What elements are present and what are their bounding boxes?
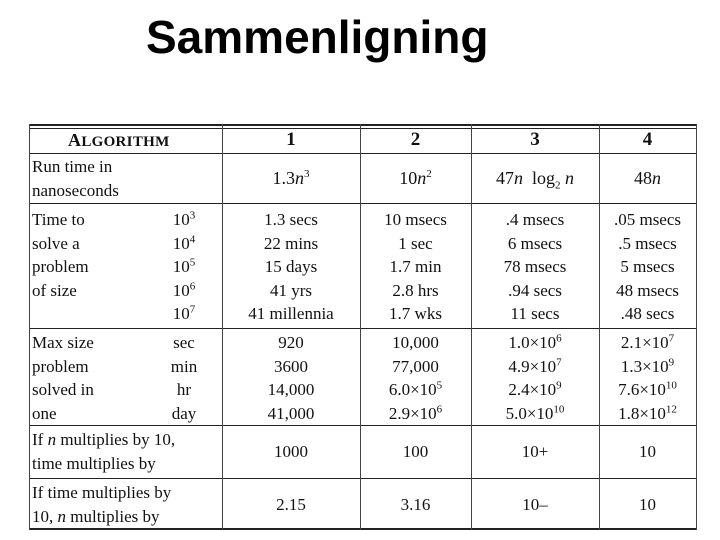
runtime-alg-3-coef: 47 bbox=[495, 168, 514, 188]
table-cell bbox=[599, 402, 696, 426]
sci-times: × bbox=[410, 380, 420, 399]
time-to-solve-alg-3 bbox=[471, 208, 599, 326]
runtime-alg-3-arg: n bbox=[565, 168, 574, 188]
time-to-solve-label-line-3: problem bbox=[32, 257, 89, 276]
sci-times: × bbox=[526, 403, 537, 423]
runtime-alg-1-exp: 3 bbox=[304, 168, 310, 180]
sci-times: × bbox=[642, 356, 652, 376]
table-cell bbox=[599, 378, 696, 402]
runtime-alg-1-var: n bbox=[295, 168, 304, 188]
label-var: n bbox=[47, 430, 57, 449]
time-unit: min bbox=[170, 356, 198, 376]
runtime-alg-1-coef: 1.3 bbox=[272, 168, 295, 188]
sci-exp: 10 bbox=[665, 379, 677, 392]
sci-ten: 10 bbox=[419, 380, 437, 399]
table-cell: .94 secs bbox=[508, 280, 562, 300]
sci-times: × bbox=[642, 333, 652, 352]
sci-ten: 10 bbox=[648, 380, 666, 399]
label-text: 10, bbox=[32, 506, 58, 526]
table-cell: 41 millennia bbox=[248, 304, 334, 323]
sci-mantissa: 1.0 bbox=[508, 333, 530, 352]
runtime-alg-3-base: 2 bbox=[555, 179, 561, 192]
runtime-alg-3-var: n bbox=[513, 168, 523, 188]
header-col-4: 4 bbox=[642, 129, 653, 150]
page-title: Sammenligning bbox=[146, 11, 489, 63]
time-to-solve-label bbox=[32, 208, 152, 302]
runtime-alg-2-coef: 10 bbox=[399, 168, 418, 188]
sci-ten: 10 bbox=[651, 333, 669, 352]
sci-mantissa: 2.9 bbox=[388, 403, 411, 423]
max-size-label-line-1: Max size bbox=[32, 333, 94, 352]
col-line-f bbox=[696, 124, 697, 530]
table-cell: 41 yrs bbox=[269, 280, 313, 300]
time-to-solve-label-line-2: solve a bbox=[32, 233, 80, 253]
problem-size bbox=[148, 279, 220, 303]
label-text: multiplies by 10, bbox=[56, 430, 176, 449]
runtime-alg-2 bbox=[360, 167, 471, 191]
problem-size-base: 10 bbox=[172, 233, 190, 253]
table-cell: .05 msecs bbox=[613, 210, 682, 229]
runtime-alg-1 bbox=[222, 167, 360, 191]
sci-times: × bbox=[639, 403, 649, 423]
n-multiplies-alg-3: 10+ bbox=[521, 442, 549, 461]
table-cell: 14,000 bbox=[267, 380, 315, 399]
time-unit: hr bbox=[176, 380, 192, 399]
label-var: n bbox=[57, 506, 66, 526]
table-top-rule bbox=[30, 124, 697, 126]
table-cell: 22 mins bbox=[263, 233, 319, 253]
table-bottom-rule bbox=[30, 528, 697, 530]
problem-size bbox=[148, 208, 220, 232]
problem-size-base: 10 bbox=[172, 280, 190, 300]
sci-mantissa: 2.4 bbox=[508, 380, 530, 399]
sci-exp: 10 bbox=[553, 402, 565, 415]
problem-size-base: 10 bbox=[172, 210, 190, 229]
problem-size bbox=[148, 255, 220, 279]
n-multiplies-alg-2: 100 bbox=[402, 442, 429, 461]
table-cell: 41,000 bbox=[267, 403, 315, 423]
table-cell: .5 msecs bbox=[618, 233, 677, 253]
sci-times: × bbox=[410, 403, 420, 423]
table-cell: 15 days bbox=[264, 257, 318, 276]
n-multiplies-label-line-1 bbox=[32, 428, 222, 452]
sci-exp: 9 bbox=[556, 379, 562, 392]
sci-exp: 6 bbox=[556, 332, 562, 345]
table-cell: 1.7 min bbox=[389, 257, 442, 276]
runtime-alg-4-coef: 48 bbox=[634, 168, 652, 188]
table-cell: 5 msecs bbox=[620, 257, 675, 276]
table-cell: 48 msecs bbox=[616, 280, 679, 300]
label-text: multiplies by bbox=[66, 506, 160, 526]
algorithm-comparison-table bbox=[30, 124, 697, 530]
table-cell: .4 msecs bbox=[505, 210, 565, 229]
sci-times: × bbox=[529, 333, 540, 352]
max-size-alg-1 bbox=[222, 331, 360, 425]
problem-size-base: 10 bbox=[172, 304, 190, 323]
table-cell bbox=[599, 355, 696, 379]
max-size-label-line-2: problem bbox=[32, 356, 89, 376]
problem-size-exp: 7 bbox=[189, 303, 196, 316]
sci-mantissa: 1.8 bbox=[618, 403, 640, 423]
time-multiplies-alg-2: 3.16 bbox=[400, 495, 431, 514]
max-size-alg-2 bbox=[360, 331, 471, 425]
time-to-solve-alg-2 bbox=[360, 208, 471, 326]
runtime-label-line-2: nanoseconds bbox=[32, 180, 119, 200]
table-cell: 3600 bbox=[274, 356, 308, 376]
runtime-rule bbox=[30, 203, 697, 204]
time-to-solve-alg-1 bbox=[222, 208, 360, 326]
time-multiplies-alg-4: 10 bbox=[639, 495, 656, 514]
table-cell: 1.7 wks bbox=[389, 304, 442, 323]
sci-ten: 10 bbox=[648, 403, 666, 423]
sci-times: × bbox=[529, 356, 540, 376]
table-cell: 920 bbox=[278, 333, 304, 352]
sci-exp: 9 bbox=[668, 355, 675, 368]
problem-size-base: 10 bbox=[172, 257, 190, 276]
table-cell bbox=[360, 378, 471, 402]
runtime-alg-4 bbox=[599, 167, 696, 191]
runtime-alg-3-log: log bbox=[531, 168, 555, 188]
time-to-solve-sizes bbox=[148, 208, 220, 326]
sci-mantissa: 7.6 bbox=[618, 380, 640, 399]
table-cell: 10,000 bbox=[392, 333, 439, 352]
time-to-solve-label-line-4: of size bbox=[32, 280, 77, 300]
sci-ten: 10 bbox=[419, 403, 437, 423]
table-cell bbox=[360, 402, 471, 426]
table-cell: 78 msecs bbox=[503, 257, 567, 276]
problem-size bbox=[148, 302, 220, 326]
table-cell: 2.8 hrs bbox=[392, 280, 439, 300]
table-cell: 10 msecs bbox=[384, 210, 447, 229]
sci-ten: 10 bbox=[539, 380, 557, 399]
table-cell: 6 msecs bbox=[507, 233, 563, 253]
table-cell bbox=[471, 402, 599, 426]
max-size-label-line-4: one bbox=[32, 403, 57, 423]
sci-exp: 5 bbox=[436, 379, 443, 392]
n-multiplies-rule bbox=[30, 478, 697, 479]
sci-ten: 10 bbox=[539, 356, 557, 376]
sci-exp: 7 bbox=[668, 332, 675, 345]
runtime-alg-4-var: n bbox=[652, 168, 661, 188]
n-multiplies-label-line-2: time multiplies by bbox=[32, 453, 156, 473]
table-cell: 77,000 bbox=[392, 356, 439, 376]
sci-ten: 10 bbox=[651, 356, 669, 376]
runtime-alg-2-var: n bbox=[417, 168, 427, 188]
sci-ten: 10 bbox=[536, 403, 554, 423]
time-multiplies-label bbox=[32, 481, 222, 528]
runtime-label bbox=[32, 155, 220, 202]
n-multiplies-alg-4: 10 bbox=[639, 442, 656, 461]
n-multiplies-label bbox=[32, 428, 222, 475]
problem-size-exp: 3 bbox=[189, 209, 196, 222]
max-size-units bbox=[148, 331, 220, 425]
sci-mantissa: 5.0 bbox=[505, 403, 527, 423]
header-algorithm-rest: LGORITHM bbox=[81, 134, 170, 150]
table-cell: 11 secs bbox=[510, 304, 560, 323]
max-size-alg-4 bbox=[599, 331, 696, 425]
sci-mantissa: 4.9 bbox=[508, 356, 530, 376]
problem-size-exp: 5 bbox=[189, 256, 196, 269]
col-line-a bbox=[29, 124, 30, 530]
time-multiplies-label-line-2 bbox=[32, 505, 222, 529]
sci-times: × bbox=[639, 380, 649, 399]
sci-ten: 10 bbox=[539, 333, 557, 352]
sci-exp: 6 bbox=[436, 402, 443, 415]
sci-mantissa: 2.1 bbox=[620, 333, 643, 352]
max-size-rule bbox=[30, 425, 697, 426]
runtime-alg-3 bbox=[471, 167, 599, 191]
time-multiplies-alg-3: 10– bbox=[522, 495, 548, 514]
header-col-3: 3 bbox=[530, 129, 540, 150]
table-cell: .48 secs bbox=[620, 304, 675, 323]
header-col-2: 2 bbox=[410, 129, 421, 150]
table-cell: 1 sec bbox=[398, 233, 433, 253]
sci-exp: 12 bbox=[665, 402, 677, 415]
sci-mantissa: 1.3 bbox=[620, 356, 643, 376]
table-cell bbox=[471, 331, 599, 355]
max-size-label-line-3: solved in bbox=[32, 380, 94, 399]
problem-size-exp: 4 bbox=[189, 232, 196, 245]
n-multiplies-alg-1: 1000 bbox=[274, 442, 308, 461]
header-algorithm-label bbox=[68, 129, 218, 155]
sci-times: × bbox=[529, 380, 540, 399]
time-unit: day bbox=[171, 403, 197, 423]
time-to-solve-label-line-1: Time to bbox=[32, 210, 85, 229]
max-size-label bbox=[32, 331, 152, 425]
max-size-alg-3 bbox=[471, 331, 599, 425]
table-cell bbox=[471, 378, 599, 402]
header-col-1: 1 bbox=[286, 129, 296, 150]
problem-size bbox=[148, 232, 220, 256]
runtime-label-line-1: Run time in bbox=[32, 157, 113, 176]
problem-size-exp: 6 bbox=[189, 279, 196, 292]
header-algorithm-first: A bbox=[68, 130, 82, 150]
table-cell bbox=[599, 331, 696, 355]
table-cell bbox=[471, 355, 599, 379]
runtime-alg-2-exp: 2 bbox=[426, 168, 432, 180]
sci-mantissa: 6.0 bbox=[388, 380, 411, 399]
sci-exp: 7 bbox=[556, 355, 562, 368]
time-multiplies-alg-1: 2.15 bbox=[276, 495, 306, 514]
time-unit: sec bbox=[173, 333, 195, 352]
time-to-solve-alg-4 bbox=[599, 208, 696, 326]
time-to-solve-rule bbox=[30, 328, 697, 329]
table-cell: 1.3 secs bbox=[264, 210, 318, 229]
time-multiplies-label-line-1: If time multiplies by bbox=[32, 483, 172, 502]
label-text: If bbox=[32, 430, 48, 449]
